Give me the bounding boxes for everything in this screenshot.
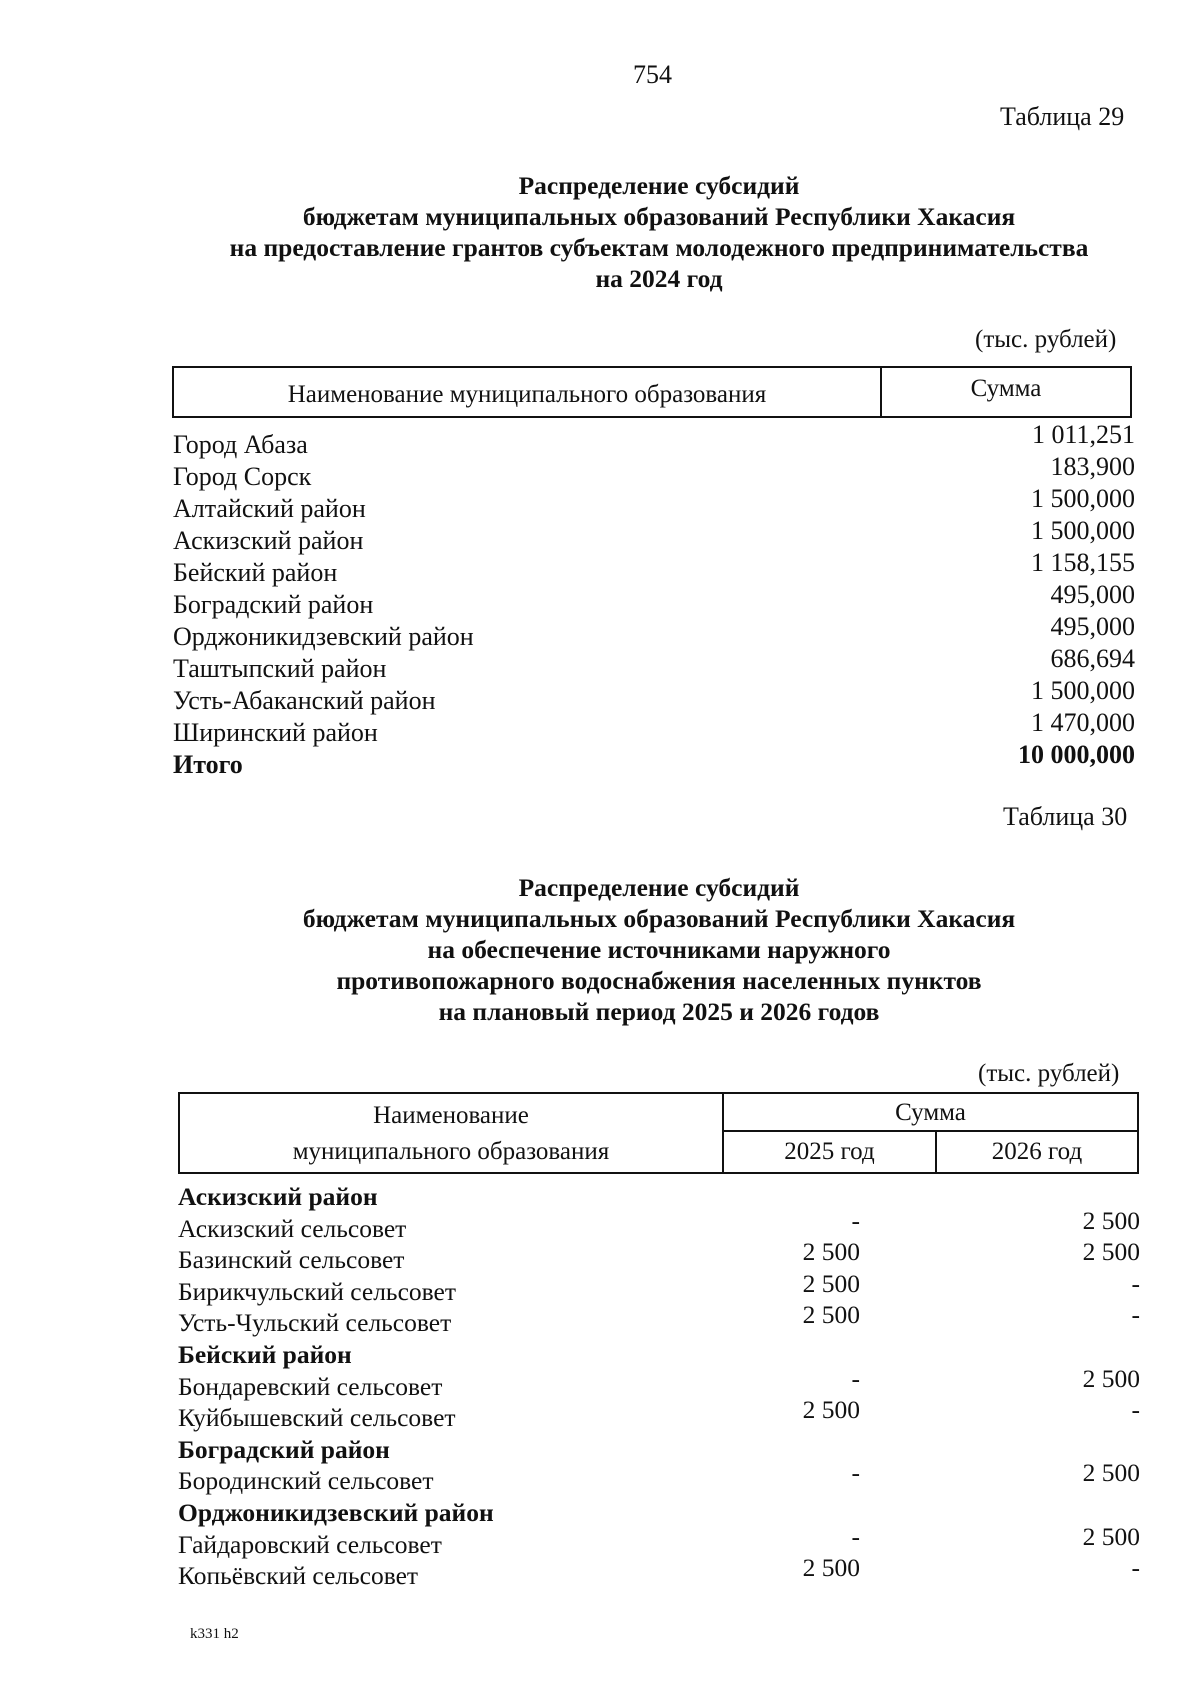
table-row	[173, 580, 1135, 619]
table-29-title	[0, 170, 1200, 294]
table-row	[178, 1237, 1140, 1275]
row-value: 1 500,000	[1031, 516, 1135, 545]
row-name: Таштыпский район	[173, 654, 387, 683]
row-name: Бейский район	[178, 1339, 352, 1369]
value-2026: -	[1131, 1300, 1140, 1330]
value-2026: 2 500	[1082, 1521, 1140, 1551]
column-header-2025: 2025 год	[724, 1132, 937, 1172]
title-line: противопожарного водоснабжения населенных пунктов	[336, 966, 982, 995]
row-name: Куйбышевский сельсовет	[178, 1403, 456, 1433]
title-line: на 2024 год	[595, 264, 723, 293]
row-name: Бородинский сельсовет	[178, 1466, 434, 1496]
value-2026: -	[1131, 1395, 1140, 1425]
row-value: 686,694	[1050, 644, 1135, 673]
row-value: 1 158,155	[1031, 548, 1135, 577]
value-2026: 2 500	[1082, 1237, 1140, 1267]
value-2025: -	[851, 1458, 860, 1488]
row-name: Ширинский район	[173, 718, 378, 747]
column-header-sum: Сумма	[970, 375, 1042, 402]
page-number: 754	[633, 60, 672, 89]
row-name: Копьёвский сельсовет	[178, 1561, 419, 1591]
value-2025: 2 500	[802, 1237, 860, 1267]
row-name: Усть-Абаканский район	[173, 686, 436, 715]
row-name: Аскизский район	[173, 526, 364, 555]
row-name: Орджоникидзевский район	[173, 622, 474, 651]
column-header-sum: Сумма	[724, 1094, 1137, 1132]
table-row	[178, 1395, 1140, 1433]
row-name: Орджоникидзевский район	[178, 1497, 494, 1527]
table-total-row	[173, 740, 1135, 779]
table-row	[178, 1205, 1140, 1243]
row-value: 1 470,000	[1031, 708, 1135, 737]
row-name: Бондаревский сельсовет	[178, 1371, 443, 1401]
header-name-line: Наименование	[373, 1102, 529, 1129]
value-2025: -	[851, 1205, 860, 1235]
value-2025: 2 500	[802, 1395, 860, 1425]
table-row	[173, 516, 1135, 555]
table-row	[178, 1300, 1140, 1338]
group-heading-row	[178, 1431, 1140, 1463]
table-row	[173, 644, 1135, 683]
table-row	[178, 1521, 1140, 1559]
row-name: Боградский район	[173, 590, 374, 619]
value-2025: 2 500	[802, 1300, 860, 1330]
row-name: Город Абаза	[173, 430, 308, 459]
table-30-label: Таблица 30	[1003, 802, 1128, 831]
table-row	[173, 452, 1135, 491]
table-29-units: (тыс. рублей)	[975, 326, 1117, 353]
column-header-2026: 2026 год	[991, 1138, 1083, 1165]
row-name: Базинский сельсовет	[178, 1245, 405, 1275]
row-value: 1 500,000	[1031, 484, 1135, 513]
footer-code: k331 h2	[190, 1626, 239, 1642]
title-line: на обеспечение источниками наружного	[427, 935, 891, 964]
value-2026: 2 500	[1082, 1363, 1140, 1393]
column-header-name: Наименование муниципального образования	[174, 368, 882, 416]
table-row	[173, 484, 1135, 523]
title-line: бюджетам муниципальных образований Республики Хакасия	[302, 202, 1016, 231]
title-line: на предоставление грантов субъектам молодежного предпринимательства	[229, 233, 1089, 262]
value-2026: 2 500	[1082, 1458, 1140, 1488]
table-row	[173, 676, 1135, 715]
value-2025: 2 500	[802, 1268, 860, 1298]
table-row	[173, 548, 1135, 587]
table-row	[173, 612, 1135, 651]
table-row	[173, 708, 1135, 747]
value-2026: 2 500	[1082, 1205, 1140, 1235]
row-name: Боградский район	[178, 1434, 390, 1464]
table-row	[178, 1553, 1140, 1591]
value-2026: -	[1131, 1268, 1140, 1298]
row-name: Аскизский район	[178, 1182, 378, 1211]
table-30-units: (тыс. рублей)	[978, 1060, 1120, 1087]
table-29-label: Таблица 29	[1000, 102, 1125, 131]
table-30-body	[178, 1178, 1140, 1589]
row-name: Бейский район	[173, 558, 338, 587]
value-2025: -	[851, 1363, 860, 1393]
table-row	[178, 1458, 1140, 1496]
group-heading-row	[178, 1494, 1140, 1526]
row-name: Усть-Чульский сельсовет	[178, 1308, 452, 1338]
row-name: Бирикчульский сельсовет	[178, 1276, 456, 1306]
table-row	[178, 1363, 1140, 1401]
column-header-name	[180, 1094, 724, 1172]
table-30-header	[178, 1092, 1139, 1174]
title-line: на плановый период 2025 и 2026 годов	[438, 997, 880, 1026]
header-name-line: муниципального образования	[292, 1138, 610, 1165]
group-heading-row	[178, 1336, 1140, 1368]
row-name: Гайдаровский сельсовет	[178, 1529, 442, 1559]
row-value: 10 000,000	[1018, 740, 1135, 769]
value-2025: -	[851, 1521, 860, 1551]
table-row	[178, 1268, 1140, 1306]
row-value: 1 500,000	[1031, 676, 1135, 705]
row-value: 495,000	[1050, 612, 1135, 641]
table-29-header	[172, 366, 1132, 418]
row-name: Алтайский район	[173, 494, 366, 523]
row-name: Аскизский сельсовет	[178, 1213, 407, 1243]
row-value: 183,900	[1050, 452, 1135, 481]
title-line: Распределение субсидий	[518, 171, 800, 200]
group-heading-row	[178, 1178, 1140, 1210]
title-line: Распределение субсидий	[518, 873, 800, 902]
value-2025: 2 500	[802, 1553, 860, 1583]
row-name: Итого	[173, 750, 243, 779]
row-name: Город Сорск	[173, 462, 312, 491]
table-row	[173, 420, 1135, 459]
table-30-title	[0, 872, 1200, 1027]
title-line: бюджетам муниципальных образований Республики Хакасия	[302, 904, 1016, 933]
value-2026: -	[1131, 1553, 1140, 1583]
table-29-body	[173, 420, 1135, 779]
row-value: 495,000	[1050, 580, 1135, 609]
row-value: 1 011,251	[1031, 420, 1135, 449]
